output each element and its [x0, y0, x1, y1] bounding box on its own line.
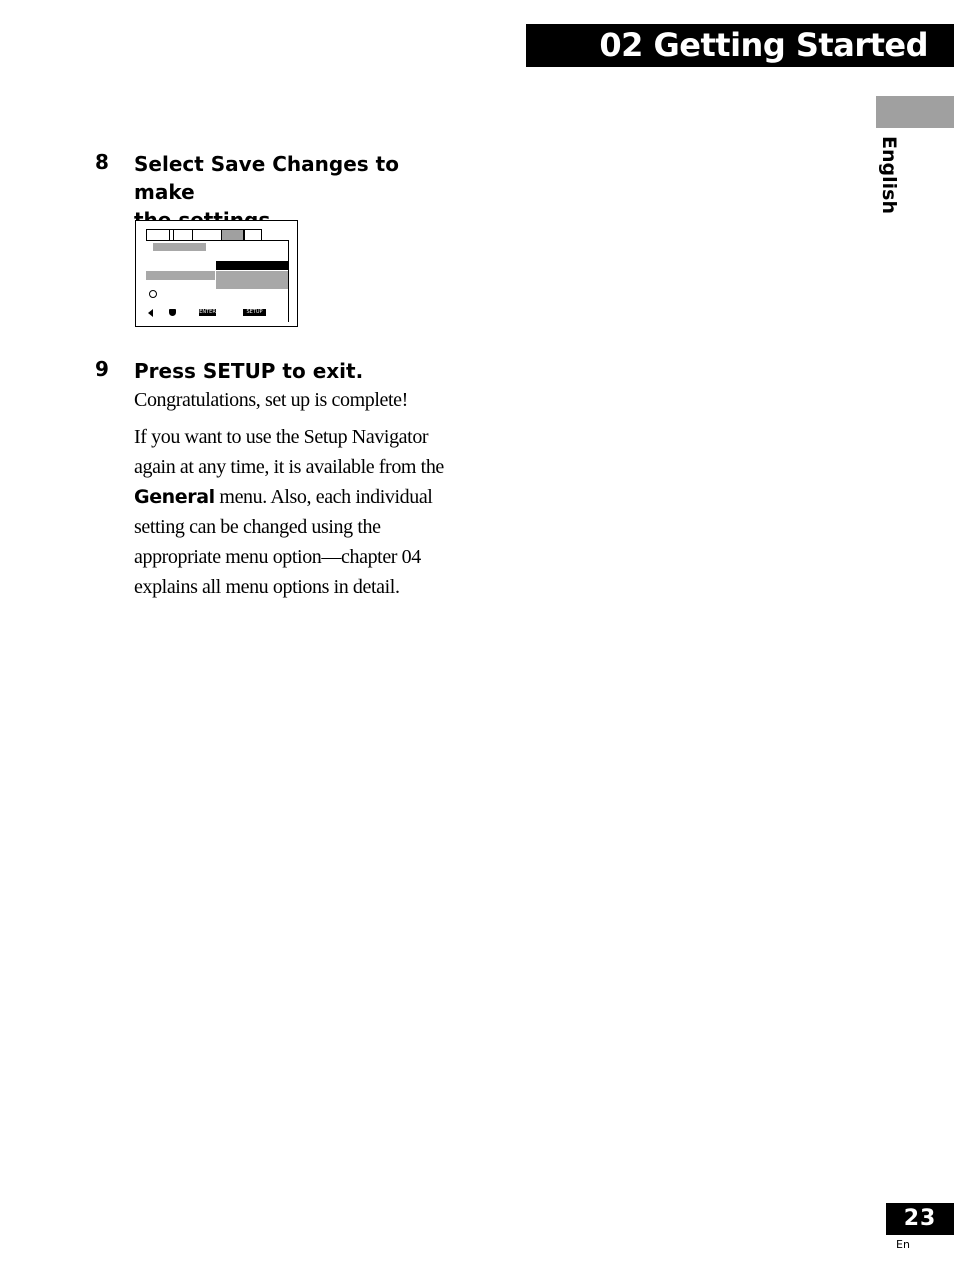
chapter-header: 02 Getting Started — [526, 24, 954, 67]
osd-option-list — [216, 271, 288, 289]
paragraph-line-2: again at any time, it is available from the — [134, 456, 444, 478]
paragraph-line-6: explains all menu options in detail. — [134, 576, 400, 598]
paragraph-line-3 — [134, 482, 459, 512]
general-menu-term: General — [134, 486, 215, 508]
osd-tab-6 — [244, 229, 262, 240]
paragraph-line-5: appropriate menu option—chapter 04 — [134, 546, 421, 568]
step-9-paragraph — [134, 422, 459, 602]
page-language-code: En — [896, 1238, 910, 1251]
step-9-number: 9 — [95, 357, 109, 381]
osd-selected-row — [146, 271, 215, 280]
osd-tab-3 — [173, 229, 193, 240]
step-9-heading: Press SETUP to exit. — [134, 359, 364, 383]
step-9-congrats: Congratulations, set up is complete! — [134, 389, 408, 411]
osd-circle-icon — [149, 290, 157, 298]
paragraph-line-3-rest: menu. Also, each individual — [214, 486, 433, 508]
osd-setup-button: SETUP — [243, 309, 266, 316]
paragraph-line-4: setting can be changed using the — [134, 516, 381, 538]
osd-left-arrow-icon — [148, 309, 153, 317]
osd-highlight-option — [216, 261, 288, 270]
osd-tab-general-active — [221, 229, 244, 240]
language-label: English — [878, 136, 900, 214]
language-tab — [876, 96, 954, 128]
osd-title-bar — [153, 243, 206, 251]
page-number: 23 — [886, 1203, 954, 1235]
paragraph-line-1: If you want to use the Setup Navigator — [134, 426, 429, 448]
osd-tab-1 — [146, 229, 170, 240]
osd-tab-4 — [192, 229, 222, 240]
osd-enter-button: ENTER — [199, 309, 216, 315]
osd-down-arrow-icon — [169, 309, 176, 316]
step-8-heading-line-1: Select Save Changes to make — [134, 152, 399, 204]
step-8-number: 8 — [95, 150, 109, 174]
setup-screen-illustration — [135, 220, 298, 327]
